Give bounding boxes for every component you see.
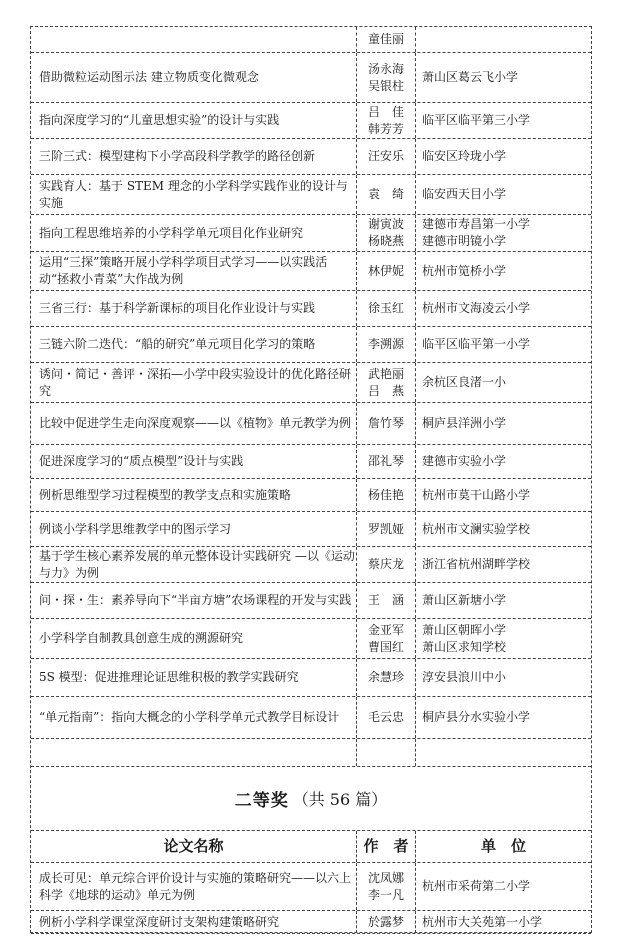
unit-name: 桐庐县分水实验小学: [422, 710, 531, 724]
unit-cell: [415, 512, 591, 546]
paper-title: 实践育人：基于 STEM 理念的小学科学实践作业的设计与实施: [39, 178, 348, 210]
unit-cell: [415, 403, 591, 444]
unit-name: 萧山区朝晖小学: [422, 622, 507, 637]
table-row: [31, 547, 591, 583]
author-cell: [356, 479, 415, 511]
paper-title: 三链六阶二迭代：“船的研究”单元项目化学习的策略: [39, 337, 316, 351]
unit-cell: [415, 103, 591, 138]
author-cell: [356, 103, 415, 138]
unit-cell: [415, 619, 591, 658]
author-name: 曹国红: [367, 639, 404, 654]
author-cell: [356, 547, 415, 582]
unit-cell: [415, 583, 591, 618]
unit-name: 淳安县浪川中小: [422, 670, 507, 684]
table-row: [31, 252, 591, 291]
unit-cell: [415, 215, 591, 251]
author-cell: [356, 175, 415, 214]
unit-name: 萧山区新塘小学: [422, 593, 507, 607]
author-name: 余慧珍: [367, 670, 404, 684]
table-row: [31, 512, 591, 547]
unit-name: 余杭区良渚一小: [422, 375, 507, 389]
unit-name: 杭州市采荷第二小学: [422, 879, 531, 893]
author-cell: [356, 53, 415, 102]
unit-cell: [415, 863, 591, 910]
paper-title: 5S 模型：促进推理论证思维积极的教学实践研究: [39, 670, 299, 684]
author-cell: [356, 619, 415, 658]
unit-name: 建德市寿昌第一小学: [422, 217, 531, 231]
author-cell: [356, 327, 415, 362]
unit-cell: [415, 911, 591, 933]
unit-cell: [415, 445, 591, 478]
author-name: 杨佳艳: [367, 487, 404, 502]
table-row: [31, 739, 591, 767]
table-row: [31, 445, 591, 479]
author-cell: [356, 363, 415, 402]
paper-title: 比较中促进学生走向深度观察——以《植物》单元教学为例: [39, 416, 352, 430]
unit-name: 萧山区葛云飞小学: [422, 70, 519, 84]
table-row: [31, 103, 591, 139]
author-name: 吕 佳: [367, 104, 404, 119]
author-cell: [356, 139, 415, 174]
table-row: [31, 619, 591, 659]
author-name: 罗凯娅: [367, 521, 404, 536]
author-name: 汪安乐: [367, 149, 404, 163]
unit-name: 临平区临平第三小学: [422, 113, 531, 127]
paper-title: 例析思维型学习过程模型的教学支点和实施策略: [39, 487, 292, 502]
paper-title: 例析小学科学课堂深度研讨支架构建策略研究: [39, 914, 280, 929]
unit-name: 杭州市笕桥小学: [422, 263, 507, 278]
paper-title: 小学科学自制教具创意生成的溯源研究: [39, 631, 244, 645]
unit-cell: [415, 252, 591, 290]
table-row: [31, 403, 591, 445]
author-cell: [356, 911, 415, 933]
author-name: 汤永海: [367, 61, 404, 76]
paper-title: “单元指南”：指向大概念的小学科学单元式教学目标设计: [39, 710, 340, 724]
unit-cell: [415, 739, 591, 766]
author-name: 毛云忠: [367, 710, 404, 724]
unit-cell: [415, 53, 591, 102]
table-header-row: [31, 831, 591, 863]
paper-title: 运用“三探”策略开展小学科学项目式学习——以实践活动“拯救小青菜”大作战为例: [39, 255, 328, 286]
unit-name: 建德市实验小学: [422, 454, 507, 468]
unit-cell: [415, 479, 591, 511]
unit-cell: [415, 327, 591, 362]
author-cell: [356, 583, 415, 618]
table-row: [31, 215, 591, 252]
paper-title: [31, 27, 356, 52]
paper-title: 指向深度学习的“儿童思想实验”的设计与实践: [39, 113, 280, 127]
header-title: 论文名称: [163, 837, 224, 855]
author-name: 邵礼琴: [367, 454, 404, 468]
award-table: [30, 26, 592, 933]
table-row: [31, 327, 591, 363]
table-row: [31, 479, 591, 512]
table-row: [31, 363, 591, 403]
author-cell: [356, 659, 415, 696]
unit-name: 临平区临平第一小学: [422, 337, 531, 351]
unit-name: 杭州市莫干山路小学: [422, 487, 531, 502]
header-unit: 单 位: [415, 831, 591, 862]
section-title-second-prize: [31, 767, 591, 831]
author-cell: [356, 863, 415, 910]
author-name: 王 涵: [367, 593, 404, 607]
unit-cell: [415, 139, 591, 174]
unit-name: 桐庐县洋洲小学: [422, 416, 507, 430]
paper-title: 问・探・生：素养导向下“半亩方塘”农场课程的开发与实践: [39, 593, 352, 607]
author-name: 韩芳芳: [367, 121, 404, 136]
paper-title: 诱问・简记・善评・深拓—小学中段实验设计的优化路径研究: [39, 366, 352, 398]
author-name: 袁 绮: [367, 187, 404, 201]
author-name: 李溯源: [367, 337, 404, 351]
unit-cell: [415, 27, 591, 52]
author-name: 杨晓燕: [367, 234, 404, 248]
unit-cell: [415, 363, 591, 402]
author-cell: [356, 739, 415, 766]
author-name: 李一凡: [367, 887, 404, 902]
table-row: [31, 659, 591, 697]
author-cell: [356, 27, 415, 52]
author-name: 金亚军: [367, 622, 404, 637]
author-cell: [356, 291, 415, 326]
author-name: 吕 燕: [367, 383, 404, 398]
paper-title: 成长可见：单元综合评价设计与实施的策略研究——以六上科学《地球的运动》单元为例: [39, 870, 352, 902]
unit-cell: [415, 659, 591, 696]
paper-title: [31, 739, 356, 766]
table-row: [31, 175, 591, 215]
unit-name: 杭州市文海凌云小学: [422, 301, 531, 315]
table-row: [31, 863, 591, 911]
author-cell: [356, 697, 415, 738]
table-row: [31, 583, 591, 619]
unit-name: 临安区玲珑小学: [422, 149, 507, 163]
unit-name: 浙江省杭州湖畔学校: [422, 557, 531, 571]
unit-name: 建德市明镜小学: [422, 234, 507, 248]
header-author: 作 者: [356, 831, 415, 862]
table-row: [31, 911, 591, 934]
author-cell: [356, 215, 415, 251]
unit-cell: [415, 547, 591, 582]
paper-title: 促进深度学习的“质点模型”设计与实践: [39, 454, 244, 468]
author-cell: [356, 445, 415, 478]
author-cell: [356, 252, 415, 290]
section-title-text: 二等奖: [234, 791, 289, 811]
paper-title: 三省三行：基于科学新课标的项目化作业设计与实践: [39, 301, 316, 315]
author-name: 於露梦: [367, 914, 404, 929]
author-name: 詹竹琴: [367, 416, 404, 430]
table-row: [31, 53, 591, 103]
table-row: [31, 291, 591, 327]
table-row: [31, 697, 591, 739]
unit-name: 杭州市大关苑第一小学: [422, 914, 543, 929]
unit-cell: [415, 175, 591, 214]
author-name: 蔡庆龙: [367, 557, 404, 571]
author-name: 林伊妮: [367, 263, 404, 278]
unit-name: 临安西天目小学: [422, 187, 507, 201]
section-count-text: （共 56 篇）: [292, 790, 388, 809]
unit-cell: [415, 697, 591, 738]
unit-name: 杭州市文澜实验学校: [422, 521, 531, 536]
author-name: 武艳丽: [367, 366, 404, 381]
paper-title: 指向工程思维培养的小学科学单元项目化作业研究: [39, 225, 304, 240]
author-name: 谢寅波: [367, 217, 404, 231]
author-cell: [356, 403, 415, 444]
unit-name: 萧山区求知学校: [422, 639, 507, 654]
unit-cell: [415, 291, 591, 326]
paper-title: 例谈小学科学思维教学中的图示学习: [39, 521, 232, 536]
paper-title: 借助微粒运动图示法 建立物质变化微观念: [39, 70, 259, 84]
table-row: [31, 139, 591, 175]
author-cell: [356, 512, 415, 546]
author-name: 沈凤娜: [367, 870, 404, 885]
paper-title: 三阶三式：模型建构下小学高段科学教学的路径创新: [39, 149, 316, 163]
table-row: [31, 27, 591, 53]
author-name: 吴银柱: [367, 78, 404, 93]
author-name: 童佳丽: [367, 32, 404, 46]
paper-title: 基于学生核心素养发展的单元整体设计实践研究 —以《运动与力》为例: [39, 548, 355, 580]
author-name: 徐玉红: [367, 301, 404, 315]
